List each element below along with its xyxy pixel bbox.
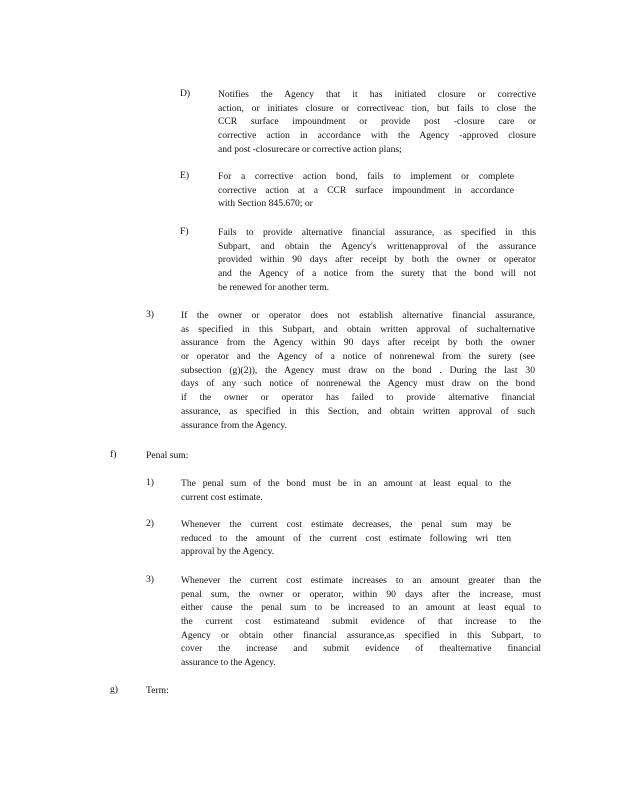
text-line: corrective action in accordance with the Agency -approved closure [218, 130, 536, 142]
clause-d-label: D) [180, 88, 191, 99]
text-line: current cost estimate. [181, 491, 263, 503]
text-line: CCR surface impoundment or provide post -closure care or [218, 116, 536, 128]
text-line: assurance to the Agency. [181, 657, 276, 669]
clause-e-text [218, 170, 514, 211]
text-line: Term: [146, 685, 169, 696]
text-line: corrective action at a CCR surface impoundment in accordance [218, 184, 514, 196]
text-line: approval by the Agency. [181, 546, 275, 558]
text-line: Fails to provide alternative financial assurance, as specified in this [218, 227, 536, 238]
text-line: subsection (g)(2)), the Agency must draw on the bond . During the last 30 [181, 364, 535, 376]
text-line: If the owner or operator does not establish alternative financial assurance, [181, 310, 535, 321]
text-line: provided within 90 days after receipt by both the owner or operator [218, 254, 536, 266]
text-line: days of any such notice of nonrenewal the Agency must draw on the bond [181, 378, 535, 390]
text-line: Notifies the Agency that it has initiated closure or corrective [218, 89, 536, 100]
clause-f-text [218, 226, 536, 294]
text-line: with Section 845.670; or [218, 198, 313, 210]
penal-sum-3-label: 3) [146, 574, 154, 585]
text-line: either cause the penal sum to be increased to an amount at least equal to [181, 602, 541, 614]
paragraph-3-text [181, 309, 535, 432]
text-line: and post -closurecare or corrective action plans; [218, 143, 402, 155]
text-line: as specified in this Subpart, and obtain written approval of suchalternative [181, 323, 535, 335]
text-line: assurance from the Agency within 90 days after receipt by both the owner [181, 337, 535, 349]
penal-sum-3-text [181, 574, 541, 670]
text-line: action, or initiates closure or correctiveac tion, but fails to close the [218, 102, 536, 114]
text-line: be renewed for another term. [218, 281, 330, 293]
clause-f-label: F) [180, 226, 189, 237]
text-line: Penal sum: [146, 450, 189, 461]
text-line: and the Agency of a notice from the surety that the bond will not [218, 268, 536, 280]
text-line: The penal sum of the bond must be in an amount at least equal to the [181, 478, 511, 489]
clause-d-text [218, 88, 536, 156]
text-line: Whenever the current cost estimate decreases, the penal sum may be [181, 519, 511, 530]
subsection-f-label: f) [110, 449, 117, 460]
subsection-f-heading [146, 449, 266, 463]
text-line: if the owner or operator has failed to provide alternative financial [181, 392, 535, 404]
text-line: Agency or obtain other financial assurance,as specified in this Subpart, to [181, 629, 541, 641]
subsection-g-label: g) [110, 684, 118, 695]
text-line: For a corrective action bond, fails to implement or complete [218, 171, 514, 182]
text-line: reduced to the amount of the current cost estimate following wri tten [181, 532, 511, 544]
text-line: the current cost estimateand submit evidence of that increase to the [181, 616, 541, 628]
text-line: penal sum, the owner or operator, within 90 days after the increase, must [181, 588, 541, 600]
clause-e-label: E) [180, 170, 190, 181]
penal-sum-2-text [181, 518, 511, 559]
text-line: or operator and the Agency of a notice of nonrenewal from the surety (see [181, 351, 535, 363]
text-line: assurance from the Agency. [181, 419, 287, 431]
text-line: cover the increase and submit evidence of thealternative financial [181, 643, 541, 655]
text-line: Subpart, and obtain the Agency's writtenapproval of the assurance [218, 240, 536, 252]
subsection-g-heading [146, 684, 266, 698]
penal-sum-1-label: 1) [146, 477, 154, 488]
text-line: assurance, as specified in this Section, and obtain written approval of such [181, 405, 535, 417]
text-line: Whenever the current cost estimate increases to an amount greater than the [181, 575, 541, 586]
penal-sum-2-label: 2) [146, 518, 154, 529]
paragraph-3-label: 3) [146, 309, 154, 320]
penal-sum-1-text [181, 477, 511, 504]
